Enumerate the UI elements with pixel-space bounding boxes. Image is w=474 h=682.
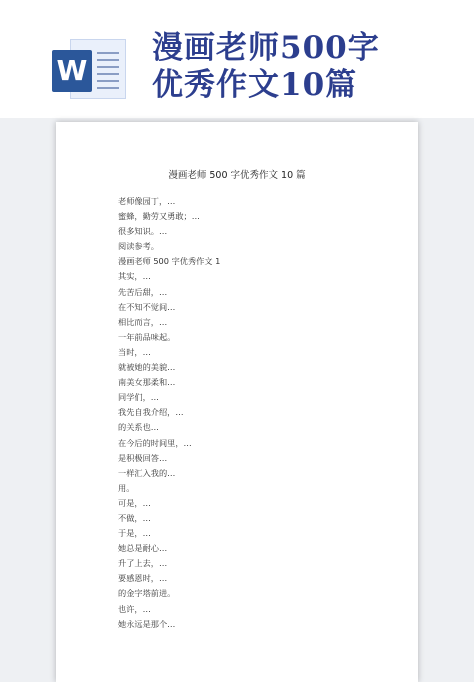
document-text-line: 的金字塔前进。 (118, 588, 176, 599)
document-text-line: 她总是耐心… (118, 543, 168, 554)
document-text-line: 蜜蜂，勤劳又勇敢；… (118, 211, 200, 222)
document-body (118, 194, 362, 632)
document-text-line: 可是，… (118, 497, 151, 508)
document-text-line: 其实，… (118, 271, 151, 282)
document-text-line: 在不知不觉间… (118, 301, 176, 312)
word-letter-tile: W (52, 50, 92, 92)
document-text-line: 要感恩时，… (118, 573, 168, 584)
document-text-line: 用。 (118, 482, 135, 493)
document-text-line: 南美女那柔和… (118, 377, 176, 388)
document-text-line: 她永远是那个… (118, 618, 176, 629)
document-text-line: 我先自我介绍，… (118, 407, 184, 418)
word-document-icon (52, 36, 134, 100)
document-text-line: 于是，… (118, 528, 151, 539)
document-text-line: 的关系也… (118, 422, 159, 433)
document-preview (56, 122, 418, 682)
document-text-line: 很多知识。… (118, 226, 168, 237)
document-text-line: 一样汇入我的… (118, 467, 176, 478)
document-text-line: 老师像园丁，… (118, 196, 176, 206)
document-text-line: 在今后的时间里，… (118, 437, 192, 448)
document-text-line: 先苦后甜，… (118, 286, 168, 297)
document-text-line: 升了上去，… (118, 558, 168, 569)
document-text-line: 也许，… (118, 603, 151, 614)
document-heading: 漫画老师 500 字优秀作文 10 篇 (168, 170, 306, 181)
document-text-line: 相比而言，… (118, 316, 168, 327)
document-text-line: 阅读参考。 (118, 241, 159, 252)
document-text-line: 同学们，… (118, 392, 159, 403)
document-text-line: 不做，… (118, 512, 151, 523)
title-line-1: 漫画老师500字 (152, 30, 380, 66)
document-text-line: 一年前品味起。 (118, 331, 176, 342)
document-text-line: 是积极回答… (118, 452, 168, 463)
document-text-line: 就被她的美貌… (118, 362, 176, 373)
page-title (152, 30, 422, 104)
document-text-line: 当时，… (118, 346, 151, 357)
document-text-line: 漫画老师 500 字优秀作文 1 (118, 256, 221, 267)
title-line-2: 优秀作文10篇 (152, 67, 358, 103)
header-banner (0, 0, 474, 118)
